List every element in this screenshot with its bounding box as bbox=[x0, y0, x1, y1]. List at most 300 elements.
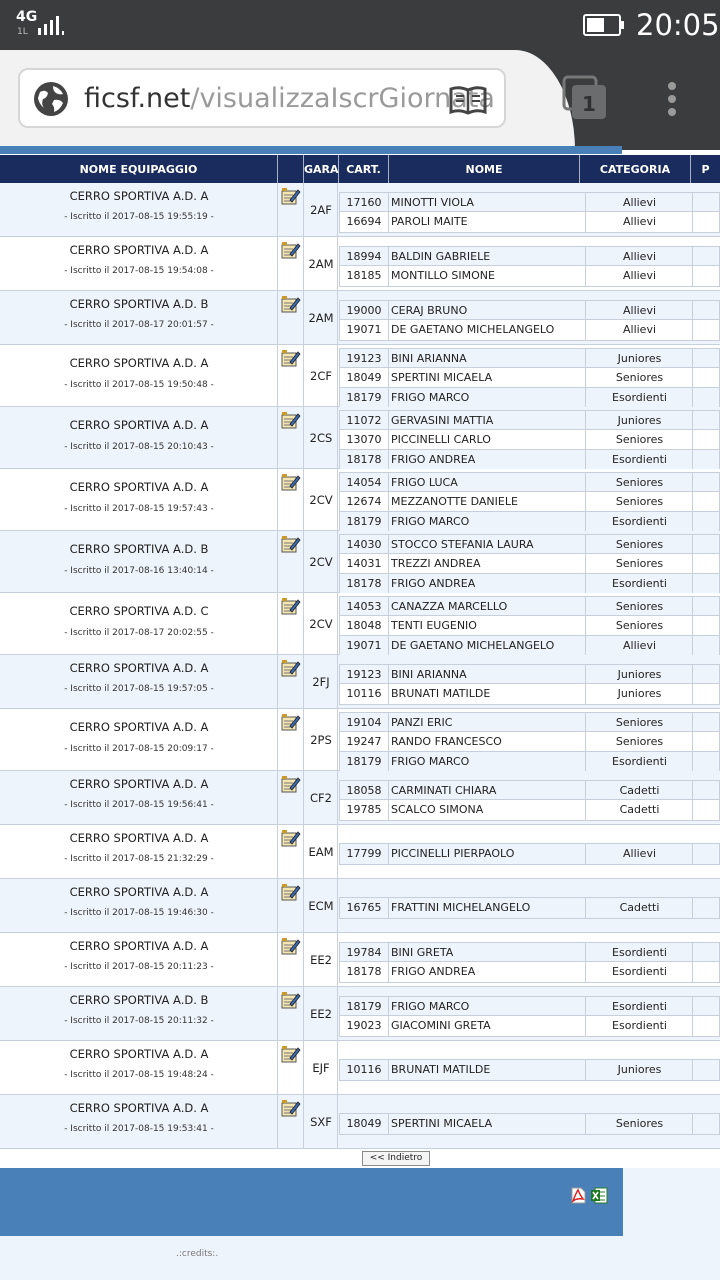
team-cell bbox=[0, 469, 278, 530]
player-name: CERAJ BRUNO bbox=[390, 301, 586, 320]
table-row bbox=[0, 771, 720, 825]
player-row bbox=[340, 368, 719, 388]
players-table bbox=[339, 348, 720, 409]
player-name: GIACOMINI GRETA bbox=[390, 1016, 586, 1036]
gara-code: 2AM bbox=[308, 311, 334, 325]
player-name: PICCINELLI CARLO bbox=[390, 430, 586, 449]
team-name: CERRO SPORTIVA A.D. A bbox=[69, 480, 209, 494]
player-row bbox=[340, 450, 719, 470]
team-name: CERRO SPORTIVA A.D. B bbox=[69, 542, 209, 556]
page-header-strip bbox=[0, 146, 622, 154]
gara-code: EAM bbox=[308, 845, 334, 859]
player-card: 14031 bbox=[340, 554, 389, 573]
credits[interactable]: .:credits:. bbox=[176, 1249, 219, 1259]
player-row bbox=[340, 1060, 719, 1080]
player-category: Seniores bbox=[587, 713, 693, 732]
player-name: FRIGO MARCO bbox=[390, 512, 586, 532]
edit-entry-icon[interactable] bbox=[281, 713, 300, 732]
gara-code: 2PS bbox=[310, 733, 332, 747]
player-row bbox=[340, 636, 719, 656]
player-name: PICCINELLI PIERPAOLO bbox=[390, 844, 586, 864]
globe-icon bbox=[32, 80, 70, 118]
team-cell bbox=[0, 531, 278, 592]
edit-cell bbox=[278, 933, 304, 986]
players-table bbox=[339, 192, 720, 233]
player-card: 18179 bbox=[340, 388, 389, 408]
edit-cell bbox=[278, 879, 304, 932]
edit-cell bbox=[278, 237, 304, 290]
players-table bbox=[339, 942, 720, 983]
edit-entry-icon[interactable] bbox=[281, 1099, 300, 1118]
players-table bbox=[339, 843, 720, 865]
player-row bbox=[340, 943, 719, 963]
player-card: 19784 bbox=[340, 943, 389, 962]
player-row bbox=[340, 713, 719, 733]
gara-cell bbox=[304, 879, 338, 932]
registration-date: - Iscritto il 2017-08-17 20:02:55 - bbox=[64, 628, 214, 638]
player-card: 18179 bbox=[340, 752, 389, 772]
player-name: BINI ARIANNA bbox=[390, 349, 586, 368]
gara-code: 2AM bbox=[308, 257, 334, 271]
player-card: 19123 bbox=[340, 349, 389, 368]
player-name: RANDO FRANCESCO bbox=[390, 732, 586, 751]
player-row bbox=[340, 193, 719, 213]
team-cell bbox=[0, 879, 278, 932]
table-row bbox=[0, 1041, 720, 1095]
player-category: Esordienti bbox=[587, 962, 693, 982]
players-table bbox=[339, 596, 720, 657]
gara-code: ECM bbox=[308, 899, 334, 913]
registration-date: - Iscritto il 2017-08-15 19:57:43 - bbox=[64, 504, 214, 514]
team-cell bbox=[0, 655, 278, 708]
gara-cell bbox=[304, 825, 338, 878]
team-cell bbox=[0, 1095, 278, 1148]
gara-code: 2CV bbox=[309, 555, 333, 569]
edit-cell bbox=[278, 531, 304, 592]
gara-cell bbox=[304, 469, 338, 530]
gara-code: 2CV bbox=[309, 493, 333, 507]
gara-cell bbox=[304, 709, 338, 770]
header-p: P bbox=[701, 163, 710, 176]
player-category: Allievi bbox=[587, 266, 693, 286]
player-card: 18049 bbox=[340, 1114, 389, 1134]
player-card: 18048 bbox=[340, 616, 389, 635]
team-name: CERRO SPORTIVA A.D. A bbox=[69, 777, 209, 791]
edit-entry-icon[interactable] bbox=[281, 349, 300, 368]
registration-date: - Iscritto il 2017-08-15 19:54:08 - bbox=[64, 266, 214, 276]
player-card: 14030 bbox=[340, 535, 389, 554]
player-card: 19071 bbox=[340, 636, 389, 656]
player-card: 17160 bbox=[340, 193, 389, 212]
player-category: Seniores bbox=[587, 597, 693, 616]
player-card: 19023 bbox=[340, 1016, 389, 1036]
player-category: Seniores bbox=[587, 616, 693, 635]
gara-code: 2CF bbox=[310, 369, 332, 383]
team-cell bbox=[0, 825, 278, 878]
player-card: 18178 bbox=[340, 450, 389, 470]
player-name: CARMINATI CHIARA bbox=[390, 781, 586, 800]
edit-entry-icon[interactable] bbox=[281, 535, 300, 554]
player-card: 10116 bbox=[340, 684, 389, 704]
edit-entry-icon[interactable] bbox=[281, 991, 300, 1010]
player-category: Allievi bbox=[587, 636, 693, 656]
network-type: 4G bbox=[16, 9, 38, 25]
player-name: FRIGO MARCO bbox=[390, 752, 586, 772]
gara-cell bbox=[304, 237, 338, 290]
players-table bbox=[339, 534, 720, 595]
player-card: 19000 bbox=[340, 301, 389, 320]
player-category: Juniores bbox=[587, 684, 693, 704]
team-name: CERRO SPORTIVA A.D. A bbox=[69, 418, 209, 432]
player-row bbox=[340, 320, 719, 340]
page-bottom bbox=[0, 1236, 720, 1280]
player-row bbox=[340, 349, 719, 369]
player-name: DE GAETANO MICHELANGELO bbox=[390, 320, 586, 340]
table-row bbox=[0, 345, 720, 407]
url-path: /visualizzaIscrGiornata bbox=[190, 83, 495, 114]
player-row bbox=[340, 752, 719, 772]
registration-date: - Iscritto il 2017-08-15 20:10:43 - bbox=[64, 442, 214, 452]
back-button[interactable]: << Indietro bbox=[362, 1151, 430, 1166]
players-table bbox=[339, 712, 720, 773]
battery-icon bbox=[583, 14, 625, 36]
edit-entry-icon[interactable] bbox=[281, 295, 300, 314]
edit-cell bbox=[278, 655, 304, 708]
gara-cell bbox=[304, 291, 338, 344]
player-row bbox=[340, 554, 719, 574]
team-cell bbox=[0, 237, 278, 290]
team-cell bbox=[0, 183, 278, 236]
team-name: CERRO SPORTIVA A.D. A bbox=[69, 1101, 209, 1115]
player-category: Seniores bbox=[587, 430, 693, 449]
player-category: Allievi bbox=[587, 247, 693, 266]
player-category: Esordienti bbox=[587, 574, 693, 594]
player-category: Allievi bbox=[587, 844, 693, 864]
player-row bbox=[340, 684, 719, 704]
footer-right bbox=[623, 1168, 720, 1236]
registration-date: - Iscritto il 2017-08-15 20:09:17 - bbox=[64, 744, 214, 754]
player-card: 16694 bbox=[340, 212, 389, 232]
edit-entry-icon[interactable] bbox=[281, 1045, 300, 1064]
player-category: Esordienti bbox=[587, 1016, 693, 1036]
status-bar bbox=[0, 0, 720, 50]
player-name: GERVASINI MATTIA bbox=[390, 411, 586, 430]
player-category: Esordienti bbox=[587, 752, 693, 772]
player-name: SPERTINI MICAELA bbox=[390, 1114, 586, 1134]
team-name: CERRO SPORTIVA A.D. A bbox=[69, 939, 209, 953]
edit-entry-icon[interactable] bbox=[281, 411, 300, 430]
player-row bbox=[340, 1016, 719, 1036]
player-name: MEZZANOTTE DANIELE bbox=[390, 492, 586, 511]
team-cell bbox=[0, 933, 278, 986]
gara-code: EE2 bbox=[310, 953, 332, 967]
edit-cell bbox=[278, 407, 304, 468]
player-category: Allievi bbox=[587, 212, 693, 232]
player-card: 13070 bbox=[340, 430, 389, 449]
edit-entry-icon[interactable] bbox=[281, 659, 300, 678]
footer-bar bbox=[0, 1168, 623, 1236]
player-name: FRATTINI MICHELANGELO bbox=[390, 898, 586, 918]
gara-code: EJF bbox=[312, 1061, 330, 1075]
edit-entry-icon[interactable] bbox=[281, 187, 300, 206]
player-category: Seniores bbox=[587, 535, 693, 554]
table-row bbox=[0, 655, 720, 709]
player-row bbox=[340, 781, 719, 801]
team-cell bbox=[0, 345, 278, 406]
player-card: 12674 bbox=[340, 492, 389, 511]
table-row bbox=[0, 469, 720, 531]
player-row bbox=[340, 898, 719, 918]
gara-cell bbox=[304, 593, 338, 654]
player-category: Cadetti bbox=[587, 800, 693, 820]
header-card: CART. bbox=[339, 155, 389, 183]
overflow-menu-icon[interactable] bbox=[662, 80, 682, 118]
gara-cell bbox=[304, 987, 338, 1040]
pdf-export-icon[interactable] bbox=[570, 1187, 586, 1204]
edit-entry-icon[interactable] bbox=[281, 473, 300, 492]
edit-entry-icon[interactable] bbox=[281, 883, 300, 902]
table-row bbox=[0, 709, 720, 771]
table-row bbox=[0, 291, 720, 345]
table-row bbox=[0, 407, 720, 469]
header-category: CATEGORIA bbox=[580, 155, 691, 183]
edit-entry-icon[interactable] bbox=[281, 937, 300, 956]
player-card: 19247 bbox=[340, 732, 389, 751]
edit-entry-icon[interactable] bbox=[281, 241, 300, 260]
tabs-button[interactable] bbox=[562, 75, 608, 121]
player-row bbox=[340, 997, 719, 1017]
table-row bbox=[0, 879, 720, 933]
player-row bbox=[340, 800, 719, 820]
player-name: MINOTTI VIOLA bbox=[390, 193, 586, 212]
player-card: 19071 bbox=[340, 320, 389, 340]
player-category: Allievi bbox=[587, 301, 693, 320]
team-cell bbox=[0, 771, 278, 824]
player-category: Juniores bbox=[587, 349, 693, 368]
player-category: Seniores bbox=[587, 1114, 693, 1134]
edit-cell bbox=[278, 709, 304, 770]
edit-cell bbox=[278, 1095, 304, 1148]
team-name: CERRO SPORTIVA A.D. C bbox=[69, 604, 209, 618]
gara-code: 2AF bbox=[310, 203, 332, 217]
registration-date: - Iscritto il 2017-08-16 13:40:14 - bbox=[64, 566, 214, 576]
edit-entry-icon[interactable] bbox=[281, 597, 300, 616]
player-row bbox=[340, 266, 719, 286]
team-name: CERRO SPORTIVA A.D. A bbox=[69, 885, 209, 899]
player-category: Seniores bbox=[587, 368, 693, 387]
player-card: 19123 bbox=[340, 665, 389, 684]
player-row bbox=[340, 301, 719, 321]
gara-cell bbox=[304, 407, 338, 468]
team-cell bbox=[0, 987, 278, 1040]
registration-date: - Iscritto il 2017-08-15 19:53:41 - bbox=[64, 1124, 214, 1134]
edit-cell bbox=[278, 183, 304, 236]
registration-date: - Iscritto il 2017-08-15 19:55:19 - bbox=[64, 212, 214, 222]
player-name: FRIGO MARCO bbox=[390, 388, 586, 408]
player-row bbox=[340, 411, 719, 431]
team-cell bbox=[0, 709, 278, 770]
team-cell bbox=[0, 407, 278, 468]
table-row bbox=[0, 593, 720, 655]
player-row bbox=[340, 492, 719, 512]
team-name: CERRO SPORTIVA A.D. A bbox=[69, 356, 209, 370]
player-card: 18049 bbox=[340, 368, 389, 387]
player-name: FRIGO ANDREA bbox=[390, 450, 586, 470]
header-edit bbox=[278, 155, 304, 183]
gara-code: EE2 bbox=[310, 1007, 332, 1021]
registration-date: - Iscritto il 2017-08-15 19:46:30 - bbox=[64, 908, 214, 918]
gara-cell bbox=[304, 1095, 338, 1148]
edit-cell bbox=[278, 987, 304, 1040]
player-name: MONTILLO SIMONE bbox=[390, 266, 586, 286]
team-cell bbox=[0, 593, 278, 654]
player-row bbox=[340, 388, 719, 408]
player-row bbox=[340, 844, 719, 864]
player-card: 10116 bbox=[340, 1060, 389, 1080]
gara-code: SXF bbox=[310, 1115, 332, 1129]
player-category: Seniores bbox=[587, 473, 693, 492]
gara-cell bbox=[304, 771, 338, 824]
team-name: CERRO SPORTIVA A.D. A bbox=[69, 243, 209, 257]
gara-cell bbox=[304, 183, 338, 236]
gara-cell bbox=[304, 933, 338, 986]
team-name: CERRO SPORTIVA A.D. A bbox=[69, 661, 209, 675]
table-row bbox=[0, 531, 720, 593]
players-table bbox=[339, 1113, 720, 1135]
player-card: 14054 bbox=[340, 473, 389, 492]
player-name: PANZI ERIC bbox=[390, 713, 586, 732]
player-card: 11072 bbox=[340, 411, 389, 430]
player-category: Allievi bbox=[587, 193, 693, 212]
team-cell bbox=[0, 1041, 278, 1094]
table-row bbox=[0, 237, 720, 291]
players-table bbox=[339, 300, 720, 341]
player-row bbox=[340, 732, 719, 752]
player-name: PAROLI MAITE bbox=[390, 212, 586, 232]
header-gara: GARA bbox=[304, 155, 339, 183]
team-cell bbox=[0, 291, 278, 344]
player-name: STOCCO STEFANIA LAURA bbox=[390, 535, 586, 554]
player-card: 18178 bbox=[340, 962, 389, 982]
player-name: SCALCO SIMONA bbox=[390, 800, 586, 820]
edit-entry-icon[interactable] bbox=[281, 829, 300, 848]
player-row bbox=[340, 247, 719, 267]
player-row bbox=[340, 535, 719, 555]
edit-cell bbox=[278, 345, 304, 406]
registration-date: - Iscritto il 2017-08-15 19:56:41 - bbox=[64, 800, 214, 810]
edit-cell bbox=[278, 593, 304, 654]
edit-cell bbox=[278, 291, 304, 344]
team-name: CERRO SPORTIVA A.D. A bbox=[69, 189, 209, 203]
player-name: FRIGO ANDREA bbox=[390, 574, 586, 594]
player-category: Juniores bbox=[587, 1060, 693, 1080]
edit-cell bbox=[278, 1041, 304, 1094]
player-row bbox=[340, 430, 719, 450]
players-table bbox=[339, 780, 720, 821]
address-bar[interactable] bbox=[18, 68, 506, 128]
edit-cell bbox=[278, 469, 304, 530]
header-name: NOME bbox=[389, 155, 580, 183]
player-name: DE GAETANO MICHELANGELO bbox=[390, 636, 586, 656]
team-name: CERRO SPORTIVA A.D. A bbox=[69, 831, 209, 845]
player-name: TENTI EUGENIO bbox=[390, 616, 586, 635]
player-name: FRIGO LUCA bbox=[390, 473, 586, 492]
player-name: SPERTINI MICAELA bbox=[390, 368, 586, 387]
player-name: TREZZI ANDREA bbox=[390, 554, 586, 573]
gara-code: CF2 bbox=[310, 791, 332, 805]
url-text[interactable] bbox=[84, 81, 495, 117]
player-card: 19785 bbox=[340, 800, 389, 820]
player-row bbox=[340, 212, 719, 232]
reader-mode-icon[interactable] bbox=[449, 85, 487, 115]
player-category: Esordienti bbox=[587, 943, 693, 962]
player-card: 18994 bbox=[340, 247, 389, 266]
edit-entry-icon[interactable] bbox=[281, 775, 300, 794]
table-row bbox=[0, 987, 720, 1041]
network-sub: 1L bbox=[17, 27, 28, 37]
player-category: Esordienti bbox=[587, 512, 693, 532]
table-row bbox=[0, 1095, 720, 1149]
url-domain: ficsf.net bbox=[84, 83, 191, 114]
player-card: 18058 bbox=[340, 781, 389, 800]
players-table bbox=[339, 472, 720, 533]
signal-icon bbox=[38, 13, 68, 37]
player-row bbox=[340, 962, 719, 982]
player-card: 17799 bbox=[340, 844, 389, 864]
tabs-count: 1 bbox=[582, 92, 596, 116]
team-name: CERRO SPORTIVA A.D. B bbox=[69, 993, 209, 1007]
team-name: CERRO SPORTIVA A.D. A bbox=[69, 1047, 209, 1061]
player-category: Seniores bbox=[587, 732, 693, 751]
player-card: 18179 bbox=[340, 512, 389, 532]
table-row bbox=[0, 933, 720, 987]
player-name: BINI ARIANNA bbox=[390, 665, 586, 684]
player-row bbox=[340, 512, 719, 532]
edit-cell bbox=[278, 771, 304, 824]
registration-date: - Iscritto il 2017-08-15 21:32:29 - bbox=[64, 854, 214, 864]
player-name: BRUNATI MATILDE bbox=[390, 1060, 586, 1080]
team-name: CERRO SPORTIVA A.D. A bbox=[69, 720, 209, 734]
table-row bbox=[0, 183, 720, 237]
player-row bbox=[340, 574, 719, 594]
players-table bbox=[339, 1059, 720, 1081]
excel-export-icon[interactable] bbox=[590, 1187, 608, 1204]
player-category: Esordienti bbox=[587, 997, 693, 1016]
players-table bbox=[339, 410, 720, 471]
player-category: Cadetti bbox=[587, 898, 693, 918]
player-row bbox=[340, 1114, 719, 1134]
player-name: BRUNATI MATILDE bbox=[390, 684, 586, 704]
player-row bbox=[340, 665, 719, 685]
table-header bbox=[0, 155, 720, 183]
player-card: 18185 bbox=[340, 266, 389, 286]
gara-cell bbox=[304, 1041, 338, 1094]
player-category: Juniores bbox=[587, 411, 693, 430]
edit-cell bbox=[278, 825, 304, 878]
gara-code: 2CS bbox=[309, 431, 333, 445]
registration-date: - Iscritto il 2017-08-15 20:11:32 - bbox=[64, 1016, 214, 1026]
registration-date: - Iscritto il 2017-08-15 19:50:48 - bbox=[64, 380, 214, 390]
player-category: Esordienti bbox=[587, 388, 693, 408]
registration-date: - Iscritto il 2017-08-15 19:48:24 - bbox=[64, 1070, 214, 1080]
player-category: Juniores bbox=[587, 665, 693, 684]
player-card: 18178 bbox=[340, 574, 389, 594]
player-name: BALDIN GABRIELE bbox=[390, 247, 586, 266]
player-card: 19104 bbox=[340, 713, 389, 732]
player-name: FRIGO MARCO bbox=[390, 997, 586, 1016]
players-table bbox=[339, 664, 720, 705]
player-row bbox=[340, 473, 719, 493]
